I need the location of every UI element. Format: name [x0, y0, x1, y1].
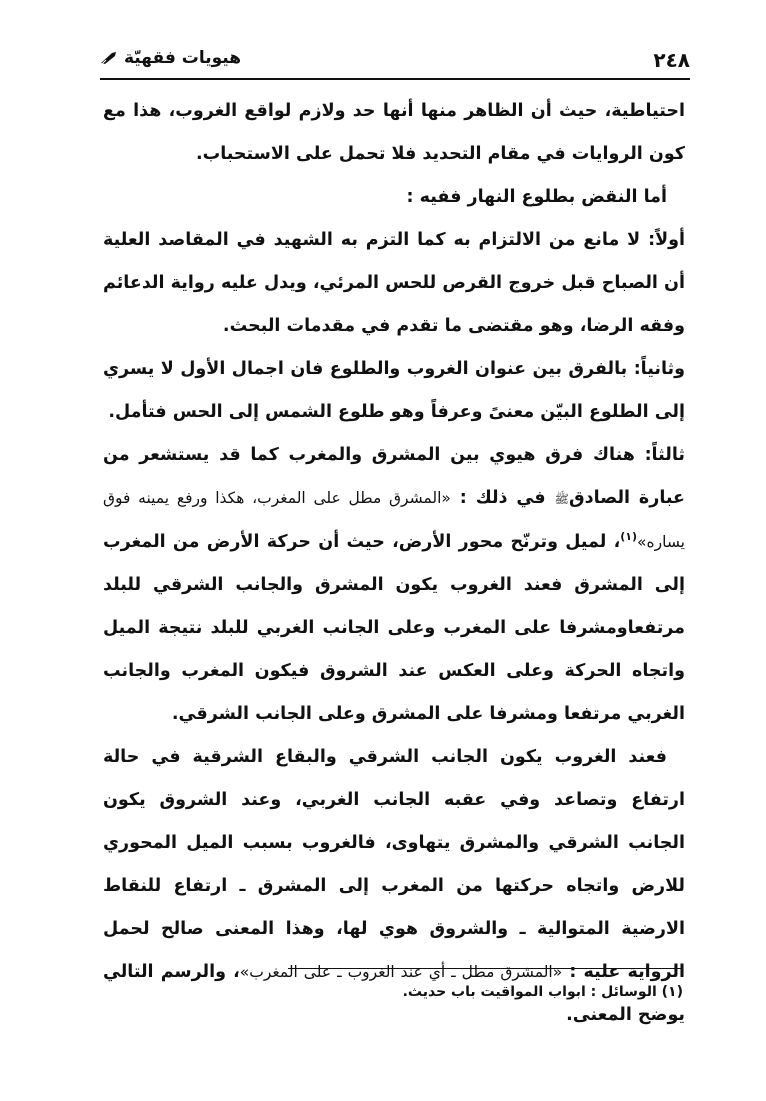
paragraph-5	[103, 434, 685, 736]
paragraph-4	[103, 348, 685, 434]
paragraph-2: أما النقض بطلوع النهار ففيه :	[406, 187, 667, 207]
point-lead-2: وثانياً:	[633, 359, 685, 379]
footnote-reference[interactable]: (١)	[620, 530, 638, 544]
footnote-separator	[288, 968, 683, 969]
running-title: هيويات فقهيّة	[124, 48, 241, 68]
footnote: (١) الوسائل : ابواب المواقيت باب حديث.	[402, 984, 683, 1000]
point-text-3a: هناك فرق هيوي بين المشرق والمغرب كما قد يستشعر من عبارة الصادق	[103, 445, 685, 508]
point-text-1: لا مانع من الالتزام به كما التزم به الشهيد في المقاصد العلية أن الصباح قبل خروج القرص للحس المرئي، ويدل عليه رواية الدعائم وفقه الرضا، وهو مقتضى ما تقدم في مقدمات البحث.	[103, 230, 685, 336]
paragraph-3	[103, 219, 685, 348]
honorific-glyph: ﷺ	[554, 492, 569, 506]
paragraph-6-text-b: ، والرسم التالي يوضح المعنى.	[103, 962, 685, 1025]
pen-ornament-icon	[100, 51, 118, 65]
main-text	[103, 90, 685, 1037]
paragraph-6-text-a: فعند الغروب يكون الجانب الشرقي والبقاع الشرقية في حالة ارتفاع وتصاعد وفي عقبه الجانب الغربي، وعند الشروق يكون الجانب الشرقي والمشرق يتهاوى، فالغروب بسبب الميل المحوري للارض واتجاه حركتها من المغرب إلى المشرق ـ ارتفاع للنقاط الارضية المتوالية ـ والشروق هوي لها، وهذا المعنى صالح لحمل الرواية عليه :	[103, 747, 685, 982]
running-title-group	[100, 48, 241, 68]
page-header	[100, 44, 690, 80]
paragraph-1: احتياطية، حيث أن الظاهر منها أنها حد ولازم لواقع الغروب، هذا مع كون الروايات في مقام التحديد فلا تحمل على الاستحباب.	[103, 101, 685, 164]
point-lead-1: أولاً:	[648, 230, 685, 250]
header-rule	[100, 78, 690, 80]
hadith-quote-2: «المشرق مطل ـ أي عند الغروب ـ على المغرب»	[239, 963, 563, 981]
point-text-3b: في ذلك :	[450, 488, 555, 508]
point-text-2: بالفرق بين عنوان الغروب والطلوع فان اجمال الأول لا يسري إلى الطلوع البيّن معنىً وعرفاً وهو طلوع الشمس إلى الحس فتأمل.	[103, 359, 685, 422]
hadith-quote-1: «المشرق مطل على المغرب، هكذا ورفع يمينه فوق يساره»	[103, 489, 685, 551]
page-number: ٢٤٨	[653, 48, 690, 72]
point-lead-3: ثالثاً:	[644, 445, 685, 465]
point-text-3c: ، لميل وترنّح محور الأرض، حيث أن حركة الأرض من المغرب إلى المشرق فعند الغروب يكون المشرق والجانب الشرقي للبلد مرتفعاومشرفا على المغرب وعلى الجانب الغربي للبلد نتيجة الميل واتجاه الحركة وعلى العكس عند الشروق فيكون المغرب والجانب الغربي مرتفعا ومشرفا على المشرق وعلى الجانب الشرقي.	[103, 532, 685, 724]
